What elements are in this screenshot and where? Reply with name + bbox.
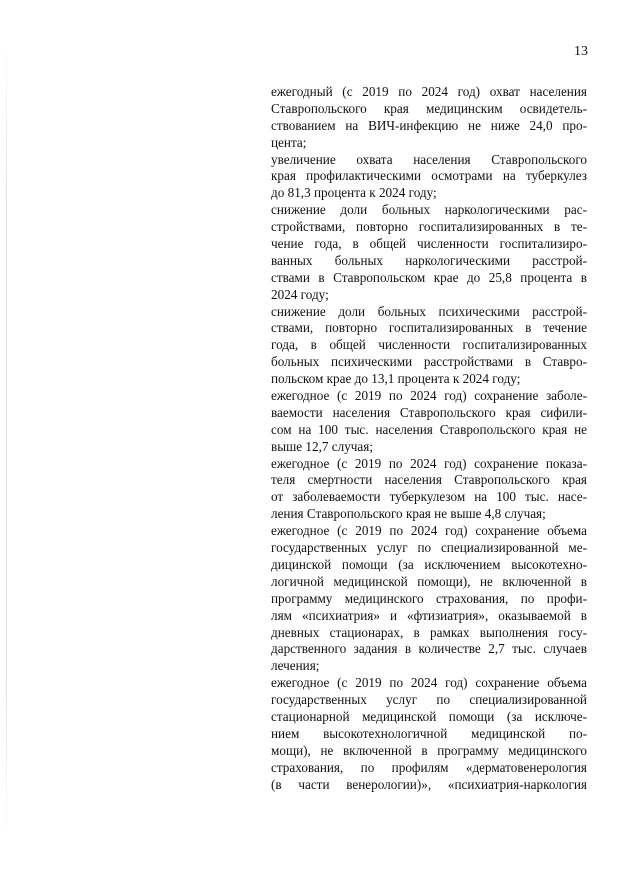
scan-edge-shadow — [6, 40, 7, 840]
text-line: ления Ставропольского края не выше 4,8 случая; — [271, 506, 546, 522]
text-line: года, в общей численности госпитализированных — [271, 337, 587, 353]
text-line: дневных стационарах, в рамках выполнения госу- — [271, 624, 587, 640]
text-line: ваемости населения Ставропольского края сифили- — [271, 404, 587, 420]
text-line: сом на 100 тыс. населения Ставропольского края не — [271, 421, 587, 437]
text-line: 2024 году; — [271, 286, 329, 302]
text-line: теля смертности населения Ставропольского края — [271, 472, 587, 488]
text-line: страхования, по профилям «дерматовенерология — [271, 759, 587, 775]
text-line: края профилактическими осмотрами на туберкулез — [271, 168, 587, 184]
text-line: ежегодное (с 2019 по 2024 год) сохранение объема — [271, 675, 587, 691]
text-line: снижение доли больных наркологическими рас- — [271, 202, 587, 218]
page-number: 13 — [574, 44, 588, 59]
text-line: стройствами, повторно госпитализированных в те- — [271, 219, 587, 235]
text-line: чение года, в общей численности госпитализиро- — [271, 236, 587, 252]
text-line: ежегодное (с 2019 по 2024 год) сохранение показа- — [271, 455, 587, 471]
text-line: ежегодное (с 2019 по 2024 год) сохранение заболе- — [271, 388, 587, 404]
text-line: ванных больных наркологическими расстрой- — [271, 252, 587, 268]
text-line: (в части венерологии)», «психиатрия-наркология — [271, 776, 587, 792]
text-line: стационарной медицинской помощи (за исключе- — [271, 708, 587, 724]
text-line: ежегодный (с 2019 по 2024 год) охват населения — [271, 84, 587, 99]
text-line: дарственного задания в количестве 2,7 тыс. случаев — [271, 641, 587, 657]
text-line: ежегодное (с 2019 по 2024 год) сохранение объема — [271, 523, 587, 539]
text-line: больных психическими расстройствами в Ставро- — [271, 354, 587, 370]
text-line: ствованием на ВИЧ-инфекцию не ниже 24,0 про- — [271, 117, 587, 133]
text-line: нием высокотехнологичной медицинской по- — [271, 725, 587, 741]
text-line: лям «психиатрия» и «фтизиатрия», оказываемой в — [271, 607, 587, 623]
text-line: до 81,3 процента к 2024 году; — [271, 185, 437, 201]
text-line: от заболеваемости туберкулезом на 100 тыс. насе- — [271, 489, 587, 505]
text-line: снижение доли больных психическими расстрой- — [271, 303, 587, 319]
text-line: дицинской помощи (за исключением высокотехно- — [271, 556, 587, 572]
text-line: государственных услуг по специализированной — [271, 692, 587, 708]
text-line: программу медицинского страхования, по профи- — [271, 590, 587, 606]
text-line: логичной медицинской помощи), не включенной в — [271, 573, 587, 589]
text-line: увеличение охвата населения Ставропольского — [271, 151, 587, 167]
text-line: мощи), не включенной в программу медицинского — [271, 742, 587, 758]
text-line: польском крае до 13,1 процента к 2024 году; — [271, 371, 521, 387]
text-line: ствами в Ставропольском крае до 25,8 процента в — [271, 269, 587, 285]
text-line: ствами, повторно госпитализированных в течение — [271, 320, 587, 336]
text-line: цента; — [271, 134, 307, 150]
text-line: Ставропольского края медицинским освидетель- — [271, 100, 587, 116]
document-body — [271, 84, 587, 793]
text-line: государственных услуг по специализированной ме- — [271, 540, 587, 556]
text-line: выше 12,7 случая; — [271, 438, 374, 454]
text-line: лечения; — [271, 658, 320, 674]
